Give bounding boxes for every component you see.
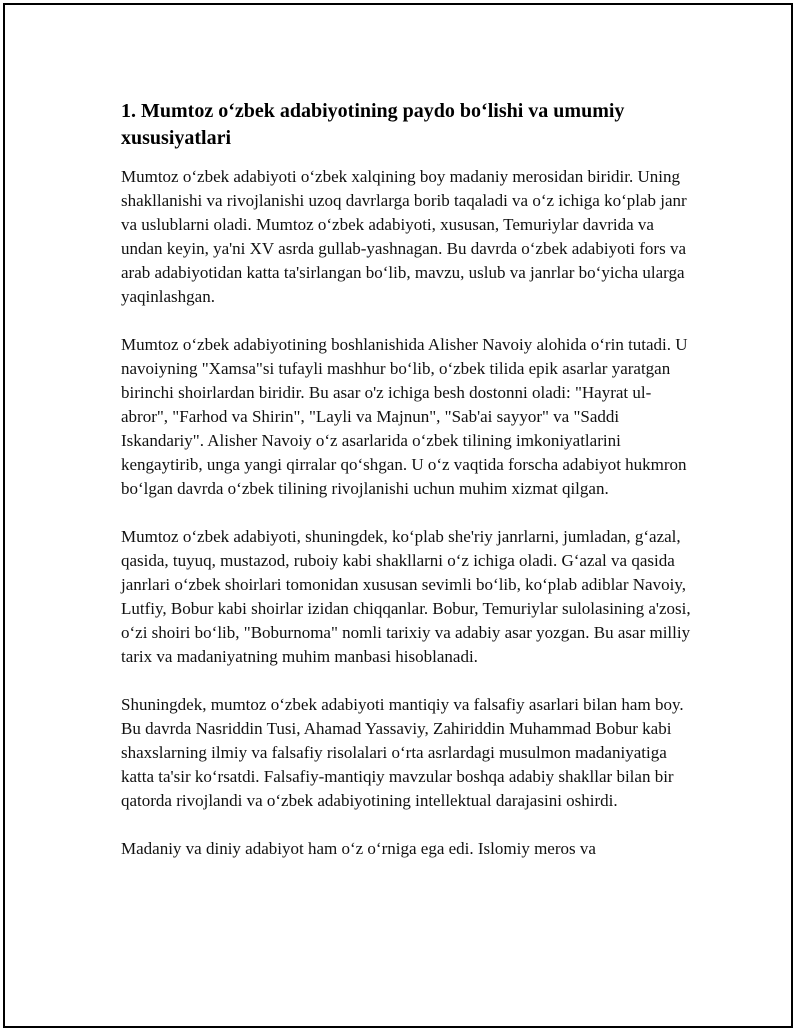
paragraph-5: Madaniy va diniy adabiyot ham o‘z o‘rniga ega edi. Islomiy meros va: [121, 839, 596, 858]
paragraph-1: Mumtoz o‘zbek adabiyoti o‘zbek xalqining boy madaniy merosidan biridir. Uning shakllanishi va rivojlanishi uzoq davrlarga borib taqaladi va o‘z ichiga ko‘plab janr va uslublarni oladi. Mumtoz o‘zbek adabiyoti, xususan, Temuriylar davrida va undan keyin, ya'ni XV asrda gullab-yashnagan. Bu davrda o‘zbek adabiyoti fors va arab adabiyotidan katta ta'sirlangan bo‘lib, mavzu, uslub va janrlar bo‘yicha ularga yaqinlashgan.: [121, 167, 687, 306]
page-frame: [3, 3, 793, 1028]
paragraph-3: Mumtoz o‘zbek adabiyoti, shuningdek, ko‘plab she'riy janrlarni, jumladan, g‘azal, qasida, tuyuq, mustazod, ruboiy kabi shakllarni o‘z ichiga oladi. G‘azal va qasida janrlari o‘zbek shoirlari tomonidan xususan sevimli bo‘lib, ko‘plab adiblar Navoiy, Lutfiy, Bobur kabi shoirlar izidan chiqqanlar. Bobur, Temuriylar sulolasining a'zosi, o‘zi shoiri bo‘lib, "Boburnoma" nomli tarixiy va adabiy asar yozgan. Bu asar milliy tarix va madaniyatning muhim manbasi hisoblanadi.: [121, 527, 691, 666]
paragraph-2: Mumtoz o‘zbek adabiyotining boshlanishida Alisher Navoiy alohida o‘rin tutadi. U navoiyning "Xamsa"si tufayli mashhur bo‘lib, o‘zbek tilida epik asarlar yaratgan birinchi shoirlardan biridir. Bu asar o'z ichiga besh dostonni oladi: "Hayrat ul-abror", "Farhod va Shirin", "Layli va Majnun", "Sab'ai sayyor" va "Saddi Iskandariy". Alisher Navoiy o‘z asarlarida o‘zbek tilining imkoniyatlarini kengaytirib, unga yangi qirralar qo‘shgan. U o‘z vaqtida forscha adabiyot hukmron bo‘lgan davrda o‘zbek tilining rivojlanishi uchun muhim xizmat qilgan.: [121, 335, 688, 498]
paragraph-4: Shuningdek, mumtoz o‘zbek adabiyoti mantiqiy va falsafiy asarlari bilan ham boy. Bu davrda Nasriddin Tusi, Ahamad Yassaviy, Zahiriddin Muhammad Bobur kabi shaxslarning ilmiy va falsafiy risolalari o‘rta asrlardagi musulmon madaniyatiga katta ta'sir ko‘rsatdi. Falsafiy-mantiqiy mavzular boshqa adabiy shakllar bilan bir qatorda rivojlandi va o‘zbek adabiyotining intellektual darajasini oshirdi.: [121, 695, 684, 810]
document-body: [121, 98, 696, 861]
section-heading: 1. Mumtoz o‘zbek adabiyotining paydo bo‘lishi va umumiy xususiyatlari: [121, 100, 625, 149]
